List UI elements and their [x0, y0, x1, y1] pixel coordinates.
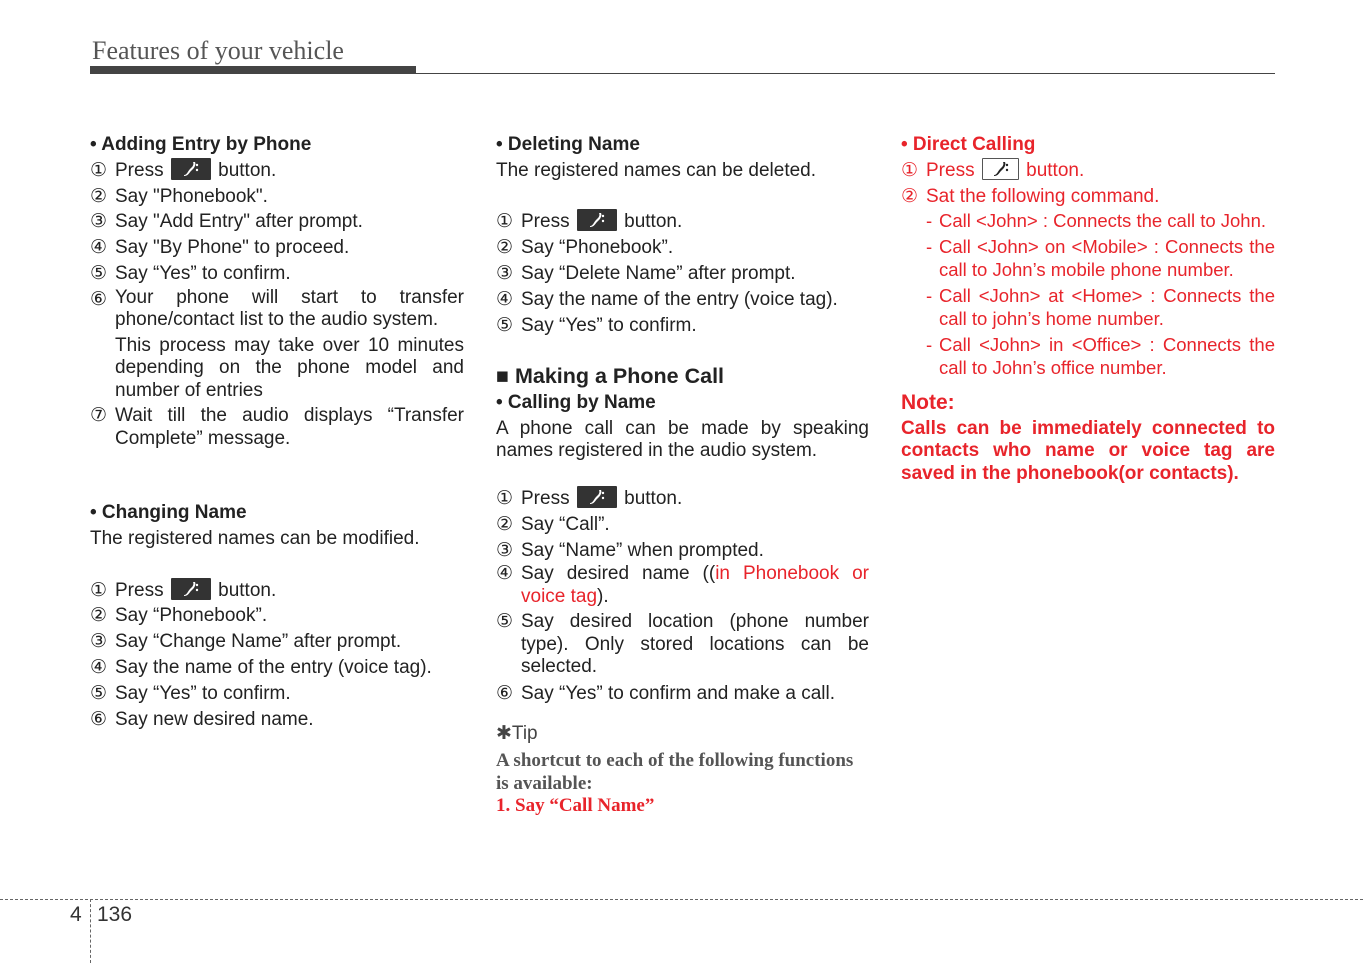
tip-item: 1. Say “Call Name”: [496, 795, 655, 817]
step-text: button.: [624, 487, 683, 509]
calling-step-4: [496, 563, 869, 608]
deleting-step-5: [496, 313, 869, 339]
column-right: [901, 132, 1275, 485]
step-number: ⑥: [90, 708, 108, 730]
step-text: Press: [521, 211, 570, 233]
step-number: ④: [90, 237, 108, 259]
step-number: ⑥: [90, 288, 108, 310]
command-text: Call <John> on <Mobile> : Connects the call to John’s mobile phone number.: [939, 235, 1275, 281]
step-number: ①: [90, 579, 108, 601]
step-number: ③: [496, 262, 514, 284]
deleting-step-3: [496, 261, 869, 287]
changing-step-1: [90, 578, 464, 604]
step-text: Say desired name ((: [521, 563, 716, 585]
step-text: Say "Phonebook".: [115, 185, 268, 207]
step-highlight: in Phonebook or voice tag: [521, 563, 869, 607]
step-number: ⑤: [496, 314, 514, 336]
step-text: Press: [115, 159, 164, 181]
adding-step-7: [90, 405, 464, 450]
column-middle: [496, 132, 869, 818]
page-header-title: Features of your vehicle: [92, 36, 344, 65]
changing-step-2: [90, 603, 464, 629]
command-item: - Call <John> at <Home> : Connects the call to john’s home number.: [926, 284, 1275, 330]
phone-button-icon: [171, 578, 211, 600]
step-text: Say “Yes” to confirm.: [115, 682, 291, 704]
adding-step-2: [90, 184, 464, 210]
step-number: ③: [90, 631, 108, 653]
step-number: ②: [496, 513, 514, 535]
calling-intro: A phone call can be made by speaking names registered in the audio system.: [496, 417, 869, 462]
adding-step-6: [90, 287, 464, 403]
command-item: - Call <John> in <Office> : Connects the call to John’s office number.: [926, 333, 1275, 379]
calling-step-6: [496, 681, 869, 707]
changing-step-5: [90, 681, 464, 707]
command-item: - Call <John> : Connects the call to John.: [926, 210, 1267, 232]
direct-calling-heading: • Direct Calling: [901, 134, 1036, 155]
footer-rule: [0, 899, 1363, 900]
phone-button-icon: [171, 158, 211, 180]
adding-step-1: [90, 158, 464, 184]
tip-body: A shortcut to each of the following functions is available:: [496, 750, 854, 794]
step-text: Say “Change Name” after prompt.: [115, 631, 402, 653]
step-number: ⑤: [496, 611, 514, 633]
step-number: ②: [90, 605, 108, 627]
adding-step-4: [90, 235, 464, 261]
footer-divider: [90, 899, 91, 963]
note-body: Calls can be immediately connected to contacts who name or voice tag are saved in the phonebook(or contacts).: [901, 417, 1275, 484]
step-text: Say “Name” when prompted.: [521, 539, 764, 561]
deleting-step-4: [496, 287, 869, 313]
header-rule: [90, 73, 1275, 74]
step-text: Wait till the audio displays “Transfer Complete” message.: [115, 405, 464, 449]
step-text: Say new desired name.: [115, 708, 314, 730]
deleting-step-1: [496, 209, 869, 235]
calling-step-2: [496, 512, 869, 538]
direct-step-1: [901, 158, 1275, 184]
step-text: Say the name of the entry (voice tag).: [521, 288, 838, 310]
column-left: [90, 132, 464, 732]
changing-step-6: [90, 707, 464, 733]
command-text: Call <John> at <Home> : Connects the call to john’s home number.: [939, 284, 1275, 330]
step-note: This process may take over 10 minutes depending on the phone model and number of entries: [115, 334, 464, 401]
step-text: Say the name of the entry (voice tag).: [115, 657, 432, 679]
chapter-number: 4: [70, 903, 82, 926]
direct-step-2: [901, 184, 1275, 210]
step-text: ).: [597, 585, 609, 607]
step-number: ⑦: [90, 405, 108, 427]
step-number: ⑤: [90, 682, 108, 704]
adding-entry-heading: • Adding Entry by Phone: [90, 134, 312, 155]
step-number: ⑥: [496, 682, 514, 704]
step-number: ①: [901, 159, 919, 181]
changing-name-heading: • Changing Name: [90, 502, 247, 524]
step-text: button.: [624, 211, 683, 233]
making-call-heading: ■ Making a Phone Call: [496, 364, 725, 389]
calling-step-3: [496, 538, 869, 564]
step-text: Say “Phonebook”.: [115, 605, 268, 627]
step-text: Say “Call”.: [521, 513, 610, 535]
step-number: ②: [90, 185, 108, 207]
step-text: Say “Phonebook”.: [521, 237, 674, 259]
step-number: ③: [90, 211, 108, 233]
step-text: Press: [926, 159, 975, 181]
calling-step-1: [496, 486, 869, 512]
step-text: Press: [115, 579, 164, 601]
note-heading: Note:: [901, 390, 955, 414]
step-number: ⑤: [90, 262, 108, 284]
step-text: button.: [218, 159, 277, 181]
step-number: ①: [496, 211, 514, 233]
step-text: Say desired location (phone number type). Only stored locations can be selected.: [521, 611, 869, 678]
command-text: Call <John> : Connects the call to John.: [939, 210, 1267, 232]
deleting-intro: The registered names can be deleted.: [496, 159, 817, 181]
step-number: ②: [901, 185, 919, 207]
step-number: ②: [496, 237, 514, 259]
changing-step-3: [90, 629, 464, 655]
step-number: ①: [496, 487, 514, 509]
step-text: Say “Delete Name” after prompt.: [521, 262, 796, 284]
adding-step-5: [90, 261, 464, 287]
tip-heading: ✱Tip: [496, 722, 538, 744]
step-text: Press: [521, 487, 570, 509]
command-item: - Call <John> on <Mobile> : Connects the call to John’s mobile phone number.: [926, 235, 1275, 281]
step-number: ③: [496, 539, 514, 561]
step-text: button.: [218, 579, 277, 601]
step-number: ④: [90, 657, 108, 679]
calling-by-name-heading: • Calling by Name: [496, 392, 656, 414]
step-text: Say "By Phone" to proceed.: [115, 237, 350, 259]
changing-step-4: [90, 655, 464, 681]
changing-intro: The registered names can be modified.: [90, 528, 420, 550]
step-text: button.: [1026, 159, 1085, 181]
adding-step-3: [90, 209, 464, 235]
step-number: ④: [496, 563, 514, 585]
step-text: Say “Yes” to confirm.: [115, 262, 291, 284]
step-number: ④: [496, 288, 514, 310]
page-number: 136: [97, 903, 133, 926]
command-text: Call <John> in <Office> : Connects the call to John’s office number.: [939, 333, 1275, 379]
deleting-step-2: [496, 235, 869, 261]
phone-button-icon: [577, 486, 617, 508]
step-text: Sat the following command.: [926, 185, 1160, 207]
deleting-name-heading: • Deleting Name: [496, 134, 640, 155]
step-text: Say “Yes” to confirm.: [521, 314, 697, 336]
step-text: Say “Yes” to confirm and make a call.: [521, 682, 835, 704]
step-text: Your phone will start to transfer phone/contact list to the audio system.: [115, 286, 464, 331]
phone-button-icon: [982, 158, 1019, 180]
step-number: ①: [90, 159, 108, 181]
phone-button-icon: [577, 209, 617, 231]
step-text: Say "Add Entry" after prompt.: [115, 211, 363, 233]
calling-step-5: [496, 611, 869, 679]
